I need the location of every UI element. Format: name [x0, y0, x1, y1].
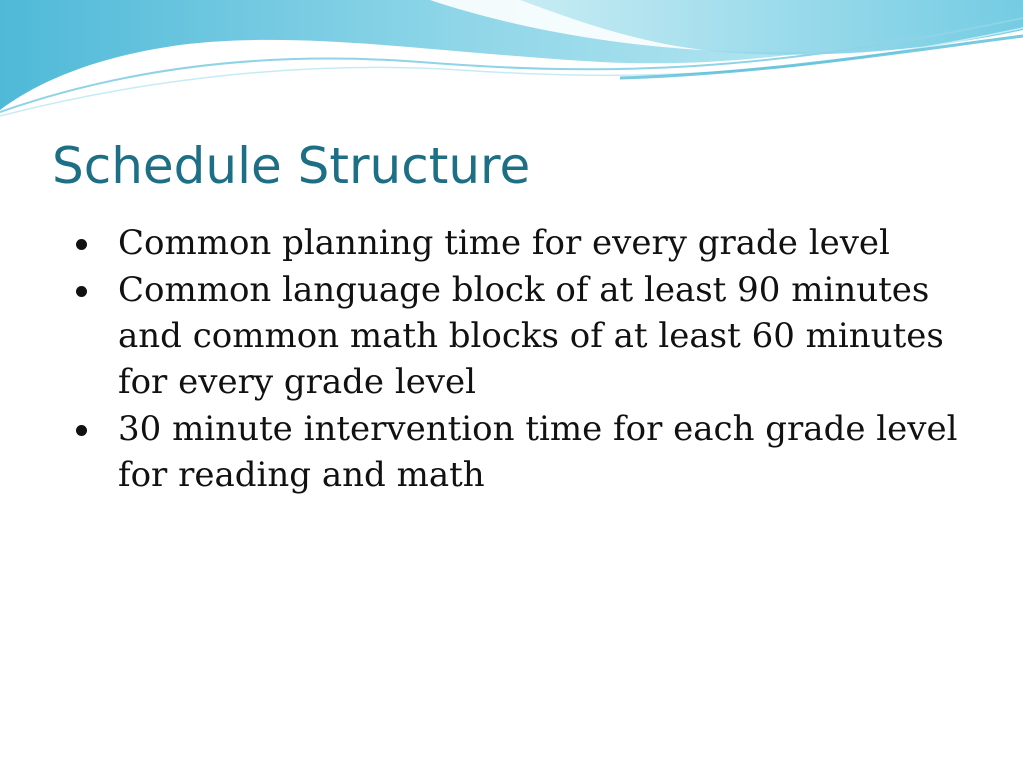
bullet-text: 30 minute intervention time for each grade level for reading and math — [118, 409, 958, 495]
list-item — [70, 220, 970, 266]
bullet-icon — [76, 286, 87, 297]
list-item — [70, 406, 970, 498]
bullet-icon — [76, 239, 87, 250]
bullet-list — [70, 220, 970, 499]
bullet-icon — [76, 425, 87, 436]
list-item — [70, 267, 970, 405]
slide-title: Schedule Structure — [52, 137, 531, 195]
wave-header-decoration — [0, 0, 1023, 120]
bullet-text: Common language block of at least 90 minutes and common math blocks of at least 60 minutes for every grade level — [118, 270, 944, 402]
bullet-text: Common planning time for every grade level — [118, 223, 890, 263]
